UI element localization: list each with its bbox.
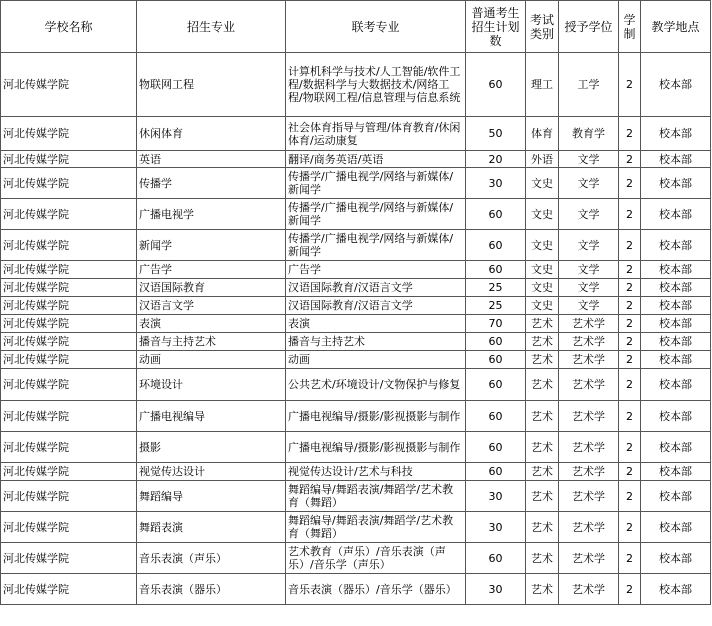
table-row (1, 151, 711, 168)
degree-cell: 文学 (559, 151, 619, 168)
exam-majors-cell: 舞蹈编导/舞蹈表演/舞蹈学/艺术教育（舞蹈） (286, 512, 466, 543)
location-cell: 校本部 (641, 315, 711, 333)
degree-cell: 艺术学 (559, 463, 619, 481)
degree-cell: 艺术学 (559, 481, 619, 512)
degree-cell: 文学 (559, 168, 619, 199)
location-cell: 校本部 (641, 279, 711, 297)
exam-majors-cell: 汉语国际教育/汉语言文学 (286, 279, 466, 297)
exam-majors-cell: 动画 (286, 351, 466, 369)
header-degree: 授予学位 (559, 1, 619, 53)
major-cell: 广播电视学 (137, 199, 286, 230)
major-cell: 视觉传达设计 (137, 463, 286, 481)
category-cell: 文史 (526, 279, 559, 297)
degree-cell: 艺术学 (559, 574, 619, 605)
header-major: 招生专业 (137, 1, 286, 53)
table-row (1, 230, 711, 261)
years-cell: 2 (619, 333, 641, 351)
school-cell: 河北传媒学院 (1, 369, 137, 401)
years-cell: 2 (619, 297, 641, 315)
table-row (1, 351, 711, 369)
school-cell: 河北传媒学院 (1, 151, 137, 168)
table-row (1, 481, 711, 512)
plan-cell: 60 (466, 261, 526, 279)
location-cell: 校本部 (641, 261, 711, 279)
degree-cell: 艺术学 (559, 512, 619, 543)
category-cell: 艺术 (526, 369, 559, 401)
plan-cell: 25 (466, 297, 526, 315)
plan-cell: 60 (466, 333, 526, 351)
exam-majors-cell: 表演 (286, 315, 466, 333)
exam-majors-cell: 计算机科学与技术/人工智能/软件工程/数据科学与大数据技术/网络工程/物联网工程/信息管理与信息系统 (286, 53, 466, 117)
major-cell: 英语 (137, 151, 286, 168)
major-cell: 新闻学 (137, 230, 286, 261)
header-years: 学制 (619, 1, 641, 53)
plan-cell: 60 (466, 543, 526, 574)
degree-cell: 文学 (559, 297, 619, 315)
location-cell: 校本部 (641, 168, 711, 199)
category-cell: 艺术 (526, 543, 559, 574)
location-cell: 校本部 (641, 199, 711, 230)
years-cell: 2 (619, 543, 641, 574)
school-cell: 河北传媒学院 (1, 279, 137, 297)
table-row (1, 117, 711, 151)
table-row (1, 199, 711, 230)
header-exam-majors: 联考专业 (286, 1, 466, 53)
category-cell: 文史 (526, 261, 559, 279)
category-cell: 艺术 (526, 351, 559, 369)
category-cell: 文史 (526, 297, 559, 315)
location-cell: 校本部 (641, 512, 711, 543)
degree-cell: 文学 (559, 199, 619, 230)
exam-majors-cell: 音乐表演（器乐）/音乐学（器乐） (286, 574, 466, 605)
major-cell: 休闲体育 (137, 117, 286, 151)
header-category: 考试类别 (526, 1, 559, 53)
school-cell: 河北传媒学院 (1, 117, 137, 151)
years-cell: 2 (619, 315, 641, 333)
table-row (1, 543, 711, 574)
plan-cell: 30 (466, 168, 526, 199)
plan-cell: 50 (466, 117, 526, 151)
years-cell: 2 (619, 463, 641, 481)
school-cell: 河北传媒学院 (1, 463, 137, 481)
degree-cell: 艺术学 (559, 401, 619, 432)
school-cell: 河北传媒学院 (1, 401, 137, 432)
table-row (1, 333, 711, 351)
location-cell: 校本部 (641, 53, 711, 117)
plan-cell: 70 (466, 315, 526, 333)
years-cell: 2 (619, 432, 641, 463)
table-row (1, 432, 711, 463)
major-cell: 广告学 (137, 261, 286, 279)
category-cell: 艺术 (526, 315, 559, 333)
major-cell: 舞蹈编导 (137, 481, 286, 512)
major-cell: 汉语言文学 (137, 297, 286, 315)
plan-cell: 60 (466, 199, 526, 230)
school-cell: 河北传媒学院 (1, 351, 137, 369)
exam-majors-cell: 翻译/商务英语/英语 (286, 151, 466, 168)
plan-cell: 60 (466, 369, 526, 401)
years-cell: 2 (619, 199, 641, 230)
degree-cell: 教育学 (559, 117, 619, 151)
school-cell: 河北传媒学院 (1, 230, 137, 261)
category-cell: 文史 (526, 168, 559, 199)
table-row (1, 53, 711, 117)
major-cell: 汉语国际教育 (137, 279, 286, 297)
degree-cell: 文学 (559, 230, 619, 261)
category-cell: 文史 (526, 199, 559, 230)
plan-cell: 60 (466, 53, 526, 117)
category-cell: 理工 (526, 53, 559, 117)
plan-cell: 60 (466, 401, 526, 432)
major-cell: 摄影 (137, 432, 286, 463)
plan-cell: 30 (466, 574, 526, 605)
category-cell: 艺术 (526, 574, 559, 605)
years-cell: 2 (619, 151, 641, 168)
degree-cell: 艺术学 (559, 432, 619, 463)
major-cell: 表演 (137, 315, 286, 333)
table-row (1, 297, 711, 315)
location-cell: 校本部 (641, 481, 711, 512)
school-cell: 河北传媒学院 (1, 168, 137, 199)
category-cell: 艺术 (526, 333, 559, 351)
category-cell: 艺术 (526, 432, 559, 463)
location-cell: 校本部 (641, 543, 711, 574)
plan-cell: 25 (466, 279, 526, 297)
exam-majors-cell: 社会体育指导与管理/体育教育/休闲体育/运动康复 (286, 117, 466, 151)
years-cell: 2 (619, 351, 641, 369)
major-cell: 动画 (137, 351, 286, 369)
exam-majors-cell: 传播学/广播电视学/网络与新媒体/新闻学 (286, 168, 466, 199)
exam-majors-cell: 传播学/广播电视学/网络与新媒体/新闻学 (286, 230, 466, 261)
location-cell: 校本部 (641, 574, 711, 605)
category-cell: 艺术 (526, 463, 559, 481)
category-cell: 艺术 (526, 481, 559, 512)
exam-majors-cell: 舞蹈编导/舞蹈表演/舞蹈学/艺术教育（舞蹈） (286, 481, 466, 512)
degree-cell: 艺术学 (559, 543, 619, 574)
exam-majors-cell: 艺术教育（声乐）/音乐表演（声乐）/音乐学（声乐） (286, 543, 466, 574)
major-cell: 音乐表演（器乐） (137, 574, 286, 605)
school-cell: 河北传媒学院 (1, 432, 137, 463)
exam-majors-cell: 视觉传达设计/艺术与科技 (286, 463, 466, 481)
major-cell: 音乐表演（声乐） (137, 543, 286, 574)
major-cell: 传播学 (137, 168, 286, 199)
years-cell: 2 (619, 279, 641, 297)
years-cell: 2 (619, 369, 641, 401)
category-cell: 艺术 (526, 512, 559, 543)
major-cell: 环境设计 (137, 369, 286, 401)
degree-cell: 艺术学 (559, 315, 619, 333)
degree-cell: 艺术学 (559, 351, 619, 369)
years-cell: 2 (619, 53, 641, 117)
years-cell: 2 (619, 168, 641, 199)
plan-cell: 60 (466, 351, 526, 369)
major-cell: 播音与主持艺术 (137, 333, 286, 351)
school-cell: 河北传媒学院 (1, 297, 137, 315)
years-cell: 2 (619, 117, 641, 151)
location-cell: 校本部 (641, 333, 711, 351)
plan-cell: 60 (466, 463, 526, 481)
location-cell: 校本部 (641, 401, 711, 432)
table-row (1, 369, 711, 401)
location-cell: 校本部 (641, 369, 711, 401)
category-cell: 艺术 (526, 401, 559, 432)
exam-majors-cell: 公共艺术/环境设计/文物保护与修复 (286, 369, 466, 401)
exam-majors-cell: 播音与主持艺术 (286, 333, 466, 351)
table-row (1, 463, 711, 481)
table-row (1, 574, 711, 605)
header-plan: 普通考生招生计划数 (466, 1, 526, 53)
degree-cell: 工学 (559, 53, 619, 117)
header-location: 教学地点 (641, 1, 711, 53)
plan-cell: 20 (466, 151, 526, 168)
years-cell: 2 (619, 481, 641, 512)
years-cell: 2 (619, 230, 641, 261)
plan-cell: 60 (466, 230, 526, 261)
major-cell: 物联网工程 (137, 53, 286, 117)
table-row (1, 401, 711, 432)
table-row (1, 168, 711, 199)
location-cell: 校本部 (641, 117, 711, 151)
years-cell: 2 (619, 401, 641, 432)
major-cell: 舞蹈表演 (137, 512, 286, 543)
table-body (1, 53, 711, 605)
category-cell: 外语 (526, 151, 559, 168)
category-cell: 体育 (526, 117, 559, 151)
table-row (1, 279, 711, 297)
exam-majors-cell: 汉语国际教育/汉语言文学 (286, 297, 466, 315)
plan-cell: 60 (466, 432, 526, 463)
table-row (1, 512, 711, 543)
location-cell: 校本部 (641, 151, 711, 168)
school-cell: 河北传媒学院 (1, 53, 137, 117)
degree-cell: 艺术学 (559, 369, 619, 401)
major-cell: 广播电视编导 (137, 401, 286, 432)
plan-cell: 30 (466, 481, 526, 512)
years-cell: 2 (619, 574, 641, 605)
header-row (1, 1, 711, 53)
table-row (1, 315, 711, 333)
location-cell: 校本部 (641, 432, 711, 463)
location-cell: 校本部 (641, 297, 711, 315)
table-row (1, 261, 711, 279)
plan-cell: 30 (466, 512, 526, 543)
school-cell: 河北传媒学院 (1, 333, 137, 351)
exam-majors-cell: 广播电视编导/摄影/影视摄影与制作 (286, 432, 466, 463)
location-cell: 校本部 (641, 230, 711, 261)
years-cell: 2 (619, 261, 641, 279)
school-cell: 河北传媒学院 (1, 481, 137, 512)
exam-majors-cell: 广播电视编导/摄影/影视摄影与制作 (286, 401, 466, 432)
exam-majors-cell: 传播学/广播电视学/网络与新媒体/新闻学 (286, 199, 466, 230)
category-cell: 文史 (526, 230, 559, 261)
school-cell: 河北传媒学院 (1, 261, 137, 279)
degree-cell: 艺术学 (559, 333, 619, 351)
degree-cell: 文学 (559, 279, 619, 297)
location-cell: 校本部 (641, 351, 711, 369)
years-cell: 2 (619, 512, 641, 543)
exam-majors-cell: 广告学 (286, 261, 466, 279)
school-cell: 河北传媒学院 (1, 512, 137, 543)
school-cell: 河北传媒学院 (1, 574, 137, 605)
school-cell: 河北传媒学院 (1, 543, 137, 574)
school-cell: 河北传媒学院 (1, 315, 137, 333)
school-cell: 河北传媒学院 (1, 199, 137, 230)
header-school: 学校名称 (1, 1, 137, 53)
location-cell: 校本部 (641, 463, 711, 481)
degree-cell: 文学 (559, 261, 619, 279)
